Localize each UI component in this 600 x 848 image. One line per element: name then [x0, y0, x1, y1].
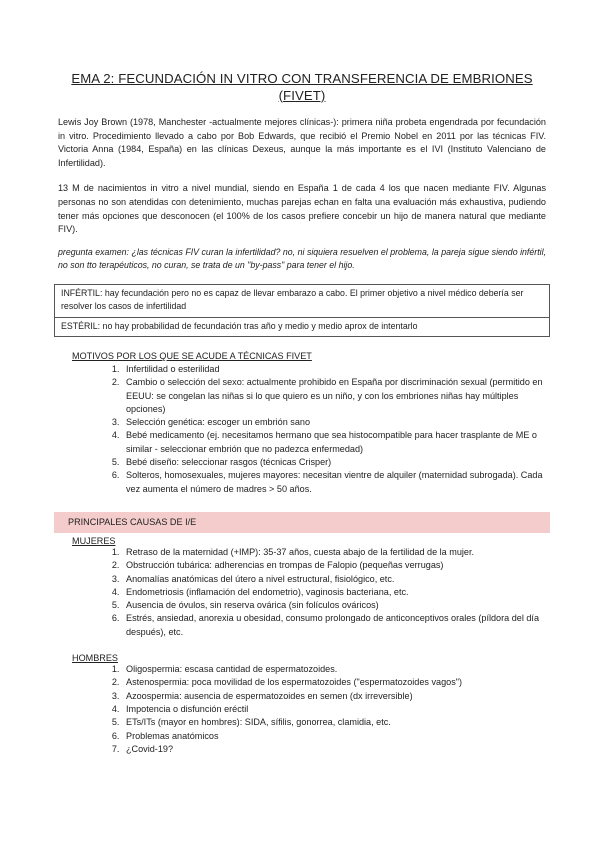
list-item: 5. Bebé diseño: seleccionar rasgos (técnicas Crisper) — [122, 456, 546, 469]
list-item: 5. Ausencia de óvulos, sin reserva ovárica (sin folículos ováricos) — [122, 599, 546, 612]
list-item: 3. Selección genética: escoger un embrión sano — [122, 416, 546, 429]
hombres-list — [58, 663, 546, 756]
page-title: EMA 2: FECUNDACIÓN IN VITRO CON TRANSFERENCIA DE EMBRIONES (FIVET) — [71, 71, 533, 103]
statistics-paragraph: 13 M de nacimientos in vitro a nivel mundial, siendo en España 1 de cada 4 los que nacen mediante FIV. Algunas personas no son atendidas con detenimiento, muchas parejas echan en falta una evaluación más exhaustiva, pudiendo tener más opciones que desconocen (el 100% de los casos prefiere concebir un hijo de manera natural que mediante FIV). — [58, 183, 546, 235]
list-item: 1. Retraso de la maternidad (+IMP): 35-37 años, cuesta abajo de la fertilidad de la mujer. — [122, 546, 546, 559]
list-item: 6. Solteros, homosexuales, mujeres mayores: necesitan vientre de alquiler (maternidad subrogada). Cada vez aumenta el número de madres > 50 años. — [122, 469, 546, 496]
list-item: 7. ¿Covid-19? — [122, 743, 546, 756]
list-item: 3. Azoospermia: ausencia de espermatozoides en semen (dx irreversible) — [122, 690, 546, 703]
list-item: 1. Oligospermia: escasa cantidad de espermatozoides. — [122, 663, 546, 676]
list-item: 2. Cambio o selección del sexo: actualmente prohibido en España por discriminación sexual (permitido en EEUU: se congelan las niñas si lo que quiero es un niño, y con los embriones niñas hay múltiples opciones) — [122, 376, 546, 416]
list-item: 1. Infertilidad o esterilidad — [122, 363, 546, 376]
mujeres-heading: MUJERES — [72, 535, 116, 546]
list-item: 4. Impotencia o disfunción eréctil — [122, 703, 546, 716]
list-item: 4. Bebé medicamento (ej. necesitamos hermano que sea histocompatible para hacer trasplante de ME o similar - seleccionar embrión que no padezca enfermedad) — [122, 429, 546, 456]
list-item: 6. Estrés, ansiedad, anorexia u obesidad, consumo prolongado de anticonceptivos orales (píldora del día después), etc. — [122, 612, 546, 639]
list-item: 6. Problemas anatómicos — [122, 730, 546, 743]
list-item: 2. Astenospermia: poca movilidad de los espermatozoides ("espermatozoides vagos") — [122, 676, 546, 689]
motivos-list — [58, 363, 546, 496]
definitions-box — [54, 284, 550, 337]
hombres-heading: HOMBRES — [72, 653, 118, 664]
intro-paragraph: Lewis Joy Brown (1978, Manchester -actualmente mejores clínicas-): primera niña probeta engendrada por fecundación in vitro. Procedimiento llevado a cabo por Bob Edwards, que recibió el Premio Nobel en 2011 por las técnicas FIV. Victoria Anna (1984, España) en las clínicas Dexeus, aunque la más importante es el IVI (Instituto Valenciano de Infertilidad). — [58, 117, 546, 168]
list-item: 3. Anomalías anatómicas del útero a nivel estructural, fisiológico, etc. — [122, 573, 546, 586]
definition-infertil: INFÉRTIL: hay fecundación pero no es capaz de llevar embarazo a cabo. El primer objetivo a nivel médico debería ser resolver los casos de infertilidad — [54, 284, 550, 318]
list-item: 4. Endometriosis (inflamación del endometrio), vaginosis bacteriana, etc. — [122, 586, 546, 599]
mujeres-list — [58, 546, 546, 639]
exam-question-paragraph: pregunta examen: ¿las técnicas FIV curan la infertilidad? no, ni siquiera resuelven el problema, la pareja sigue siendo infértil, no son tto terapéuticos, no curan, se trata de un "by-pass" para tener el hijo. — [58, 246, 546, 271]
causas-banner: PRINCIPALES CAUSAS DE I/E — [54, 512, 550, 533]
definition-esteril: ESTÉRIL: no hay probabilidad de fecundación tras año y medio y medio aprox de intentarlo — [54, 318, 550, 337]
motivos-heading: MOTIVOS POR LOS QUE SE ACUDE A TÉCNICAS FIVET — [72, 350, 312, 361]
list-item: 2. Obstrucción tubárica: adherencias en trompas de Falopio (pequeñas verrugas) — [122, 559, 546, 572]
list-item: 5. ETs/ITs (mayor en hombres): SIDA, sífilis, gonorrea, clamidia, etc. — [122, 716, 546, 729]
